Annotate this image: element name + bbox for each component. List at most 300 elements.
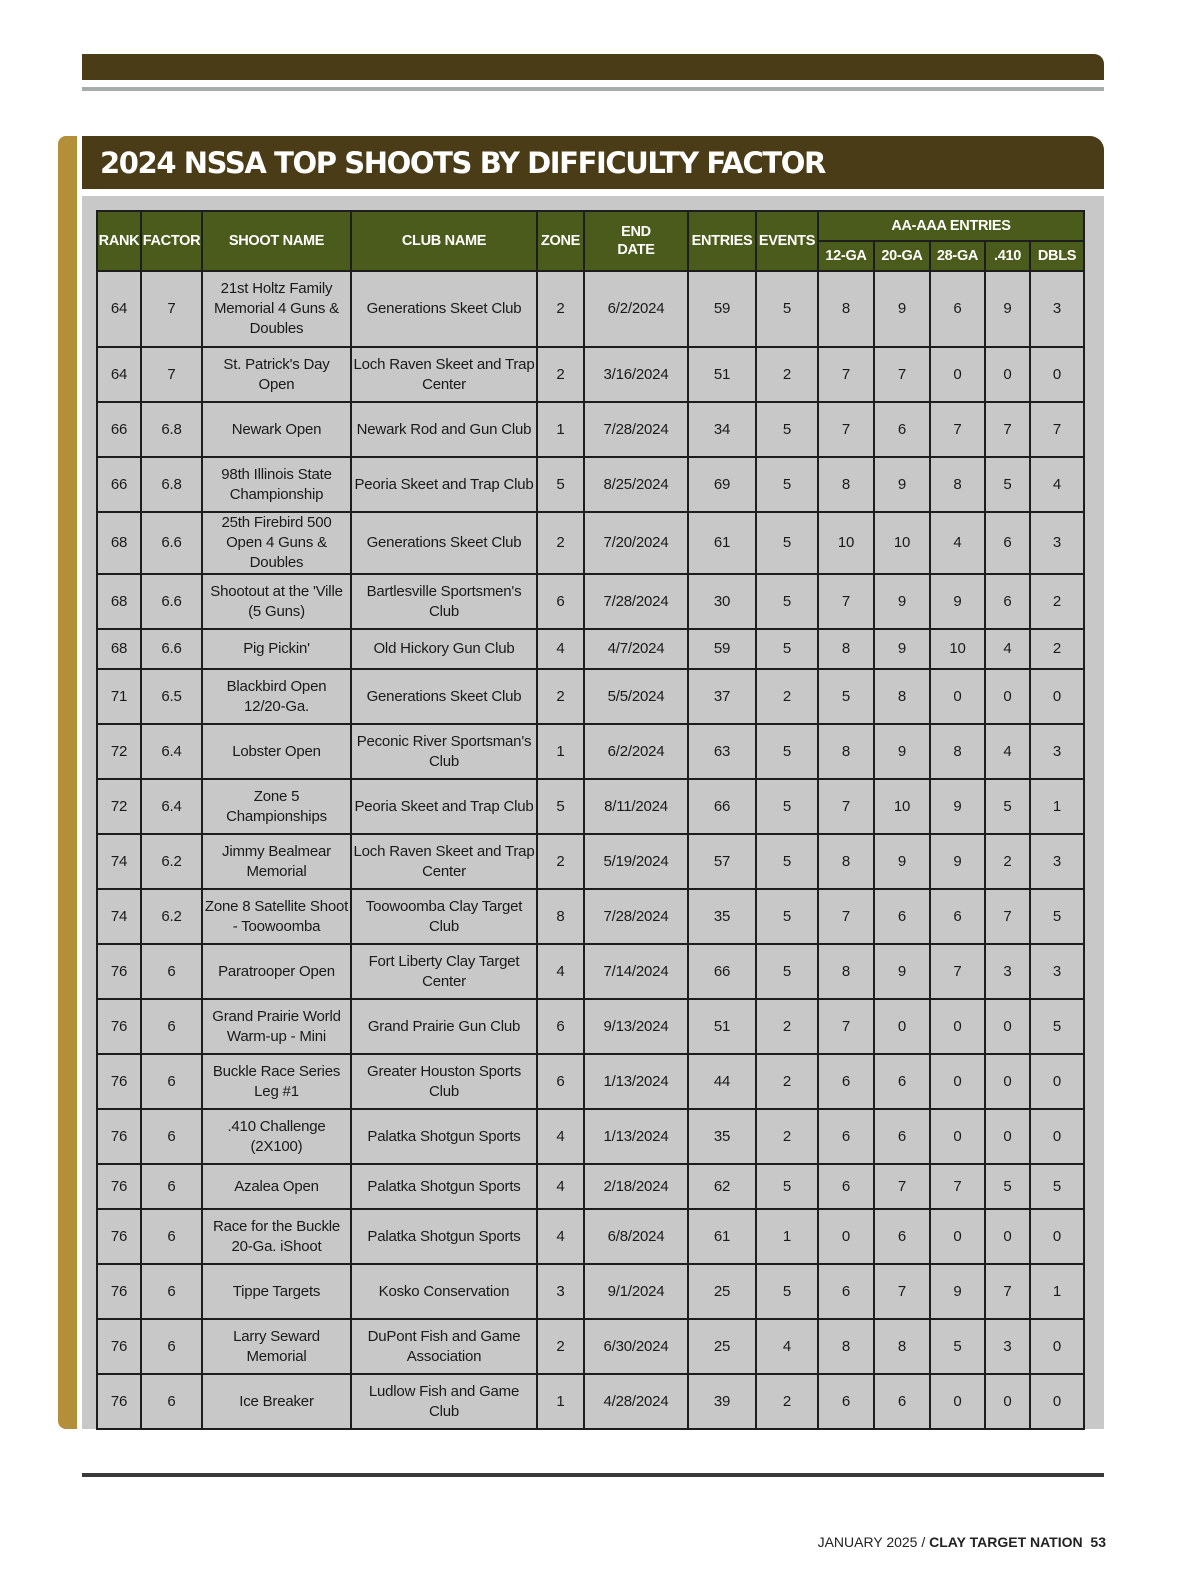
ga20-cell: 6 xyxy=(874,1054,930,1109)
zone-cell: 6 xyxy=(537,574,584,629)
events-cell: 1 xyxy=(756,1209,818,1264)
ga28-cell: 6 xyxy=(930,271,985,347)
club-name-cell: Palatka Shotgun Sports xyxy=(351,1164,537,1209)
ga410-cell: 7 xyxy=(985,889,1030,944)
end-date-cell: 4/28/2024 xyxy=(584,1374,688,1429)
shoot-name-cell: Shootout at the 'Ville (5 Guns) xyxy=(202,574,351,629)
ga12-cell: 6 xyxy=(818,1054,874,1109)
shoot-name-cell: Tippe Targets xyxy=(202,1264,351,1319)
entries-cell: 61 xyxy=(688,512,756,574)
zone-cell: 5 xyxy=(537,457,584,512)
table-row xyxy=(97,1164,1084,1209)
end-date-cell: 3/16/2024 xyxy=(584,347,688,402)
factor-cell: 6.8 xyxy=(141,457,202,512)
ga20-cell: 8 xyxy=(874,1319,930,1374)
ga12-cell: 7 xyxy=(818,574,874,629)
table-row xyxy=(97,1209,1084,1264)
top-decorative-bar xyxy=(82,54,1104,80)
ga20-cell: 7 xyxy=(874,347,930,402)
club-name-cell: Loch Raven Skeet and Trap Center xyxy=(351,347,537,402)
rank-cell: 76 xyxy=(97,1164,141,1209)
rank-cell: 76 xyxy=(97,1264,141,1319)
factor-cell: 6.4 xyxy=(141,779,202,834)
club-name-cell: Ludlow Fish and Game Club xyxy=(351,1374,537,1429)
ga28-cell: 0 xyxy=(930,347,985,402)
table-row xyxy=(97,1319,1084,1374)
zone-cell: 6 xyxy=(537,1054,584,1109)
zone-cell: 2 xyxy=(537,512,584,574)
end-date-cell: 6/30/2024 xyxy=(584,1319,688,1374)
factor-cell: 6 xyxy=(141,944,202,999)
ga12-cell: 0 xyxy=(818,1209,874,1264)
ga28-cell: 7 xyxy=(930,944,985,999)
entries-cell: 37 xyxy=(688,669,756,724)
ga410-cell: 0 xyxy=(985,669,1030,724)
entries-cell: 66 xyxy=(688,944,756,999)
shoot-name-cell: Larry Seward Memorial xyxy=(202,1319,351,1374)
col-header-entries: ENTRIES xyxy=(688,211,756,271)
shoot-name-cell: .410 Challenge (2X100) xyxy=(202,1109,351,1164)
end-date-cell: 6/8/2024 xyxy=(584,1209,688,1264)
ga410-cell: 0 xyxy=(985,999,1030,1054)
club-name-cell: Fort Liberty Clay Target Center xyxy=(351,944,537,999)
ga28-cell: 0 xyxy=(930,999,985,1054)
club-name-cell: Old Hickory Gun Club xyxy=(351,629,537,669)
ga20-cell: 7 xyxy=(874,1264,930,1319)
zone-cell: 2 xyxy=(537,347,584,402)
entries-cell: 61 xyxy=(688,1209,756,1264)
rank-cell: 76 xyxy=(97,1109,141,1164)
rank-cell: 71 xyxy=(97,669,141,724)
rank-cell: 74 xyxy=(97,889,141,944)
events-cell: 5 xyxy=(756,889,818,944)
ga20-cell: 9 xyxy=(874,724,930,779)
ga28-cell: 10 xyxy=(930,629,985,669)
rank-cell: 66 xyxy=(97,457,141,512)
factor-cell: 6 xyxy=(141,1209,202,1264)
ga28-cell: 0 xyxy=(930,1209,985,1264)
ga28-cell: 7 xyxy=(930,1164,985,1209)
factor-cell: 6 xyxy=(141,1374,202,1429)
zone-cell: 2 xyxy=(537,271,584,347)
entries-cell: 25 xyxy=(688,1319,756,1374)
table-row xyxy=(97,944,1084,999)
rank-cell: 76 xyxy=(97,1209,141,1264)
ga410-cell: 0 xyxy=(985,1109,1030,1164)
table-row xyxy=(97,669,1084,724)
entries-cell: 63 xyxy=(688,724,756,779)
dbls-cell: 1 xyxy=(1030,779,1084,834)
ga28-cell: 9 xyxy=(930,834,985,889)
end-date-cell: 6/2/2024 xyxy=(584,271,688,347)
table-row xyxy=(97,512,1084,574)
rank-cell: 64 xyxy=(97,347,141,402)
end-date-cell: 5/19/2024 xyxy=(584,834,688,889)
shoot-name-cell: St. Patrick's Day Open xyxy=(202,347,351,402)
club-name-cell: Peoria Skeet and Trap Club xyxy=(351,779,537,834)
club-name-cell: Palatka Shotgun Sports xyxy=(351,1109,537,1164)
end-date-cell: 7/28/2024 xyxy=(584,574,688,629)
table-row xyxy=(97,402,1084,457)
ga12-cell: 8 xyxy=(818,834,874,889)
events-cell: 5 xyxy=(756,512,818,574)
ga410-cell: 5 xyxy=(985,457,1030,512)
factor-cell: 6 xyxy=(141,1319,202,1374)
events-cell: 2 xyxy=(756,1109,818,1164)
entries-cell: 57 xyxy=(688,834,756,889)
factor-cell: 6.2 xyxy=(141,834,202,889)
events-cell: 2 xyxy=(756,669,818,724)
table-row xyxy=(97,271,1084,347)
zone-cell: 4 xyxy=(537,629,584,669)
events-cell: 5 xyxy=(756,457,818,512)
end-date-cell: 7/28/2024 xyxy=(584,889,688,944)
factor-cell: 6 xyxy=(141,1164,202,1209)
entries-cell: 66 xyxy=(688,779,756,834)
ga20-cell: 9 xyxy=(874,944,930,999)
zone-cell: 1 xyxy=(537,724,584,779)
club-name-cell: Peconic River Sportsman's Club xyxy=(351,724,537,779)
events-cell: 2 xyxy=(756,999,818,1054)
end-date-cell: 1/13/2024 xyxy=(584,1054,688,1109)
club-name-cell: Generations Skeet Club xyxy=(351,271,537,347)
col-header-12-ga: 12-GA xyxy=(818,241,874,271)
club-name-cell: Palatka Shotgun Sports xyxy=(351,1209,537,1264)
club-name-cell: Loch Raven Skeet and Trap Center xyxy=(351,834,537,889)
ga12-cell: 10 xyxy=(818,512,874,574)
col-group-aa-aaa-entries: AA-AAA ENTRIES xyxy=(818,211,1084,241)
table-row xyxy=(97,889,1084,944)
events-cell: 4 xyxy=(756,1319,818,1374)
entries-cell: 44 xyxy=(688,1054,756,1109)
factor-cell: 6 xyxy=(141,1109,202,1164)
dbls-cell: 0 xyxy=(1030,1374,1084,1429)
ga20-cell: 6 xyxy=(874,402,930,457)
end-date-cell: 7/14/2024 xyxy=(584,944,688,999)
ga410-cell: 0 xyxy=(985,1054,1030,1109)
shoot-name-cell: Grand Prairie World Warm-up - Mini xyxy=(202,999,351,1054)
top-rule xyxy=(82,87,1104,91)
factor-cell: 6.6 xyxy=(141,574,202,629)
zone-cell: 3 xyxy=(537,1264,584,1319)
ga12-cell: 8 xyxy=(818,944,874,999)
factor-cell: 6.2 xyxy=(141,889,202,944)
ga20-cell: 6 xyxy=(874,1209,930,1264)
entries-cell: 25 xyxy=(688,1264,756,1319)
rank-cell: 72 xyxy=(97,724,141,779)
ga20-cell: 9 xyxy=(874,629,930,669)
factor-cell: 6.6 xyxy=(141,512,202,574)
events-cell: 5 xyxy=(756,574,818,629)
ga28-cell: 0 xyxy=(930,1109,985,1164)
ga410-cell: 3 xyxy=(985,944,1030,999)
table-row xyxy=(97,834,1084,889)
zone-cell: 5 xyxy=(537,779,584,834)
zone-cell: 4 xyxy=(537,1164,584,1209)
dbls-cell: 1 xyxy=(1030,1264,1084,1319)
end-date-cell: 9/13/2024 xyxy=(584,999,688,1054)
entries-cell: 69 xyxy=(688,457,756,512)
end-date-line-2: DATE xyxy=(617,242,655,258)
entries-cell: 35 xyxy=(688,889,756,944)
end-date-line-1: END xyxy=(621,224,651,240)
ga20-cell: 0 xyxy=(874,999,930,1054)
page-title: 2024 NSSA TOP SHOOTS BY DIFFICULTY FACTOR xyxy=(100,146,825,180)
ga410-cell: 5 xyxy=(985,779,1030,834)
ga20-cell: 6 xyxy=(874,1109,930,1164)
events-cell: 5 xyxy=(756,271,818,347)
shoot-name-cell: 98th Illinois State Championship xyxy=(202,457,351,512)
table-row xyxy=(97,574,1084,629)
dbls-cell: 2 xyxy=(1030,574,1084,629)
rank-cell: 64 xyxy=(97,271,141,347)
ga20-cell: 9 xyxy=(874,457,930,512)
zone-cell: 4 xyxy=(537,1109,584,1164)
table-body xyxy=(97,271,1084,1429)
ga12-cell: 6 xyxy=(818,1264,874,1319)
col-header-factor: FACTOR xyxy=(141,211,202,271)
zone-cell: 2 xyxy=(537,669,584,724)
ga20-cell: 6 xyxy=(874,889,930,944)
col-header-events: EVENTS xyxy=(756,211,818,271)
ga410-cell: 4 xyxy=(985,629,1030,669)
events-cell: 5 xyxy=(756,402,818,457)
table-row xyxy=(97,1264,1084,1319)
ga410-cell: 4 xyxy=(985,724,1030,779)
ga410-cell: 7 xyxy=(985,1264,1030,1319)
bottom-rule xyxy=(82,1473,1104,1477)
col-header-410: .410 xyxy=(985,241,1030,271)
page-number: 53 xyxy=(1090,1534,1106,1550)
dbls-cell: 3 xyxy=(1030,724,1084,779)
ga12-cell: 6 xyxy=(818,1109,874,1164)
rank-cell: 76 xyxy=(97,999,141,1054)
entries-cell: 51 xyxy=(688,347,756,402)
club-name-cell: Toowoomba Clay Target Club xyxy=(351,889,537,944)
ga12-cell: 7 xyxy=(818,347,874,402)
ga410-cell: 2 xyxy=(985,834,1030,889)
ga410-cell: 3 xyxy=(985,1319,1030,1374)
events-cell: 5 xyxy=(756,834,818,889)
factor-cell: 6.8 xyxy=(141,402,202,457)
end-date-cell: 2/18/2024 xyxy=(584,1164,688,1209)
dbls-cell: 0 xyxy=(1030,1319,1084,1374)
ga28-cell: 7 xyxy=(930,402,985,457)
ga12-cell: 8 xyxy=(818,457,874,512)
ga28-cell: 6 xyxy=(930,889,985,944)
ga20-cell: 6 xyxy=(874,1374,930,1429)
rank-cell: 76 xyxy=(97,944,141,999)
dbls-cell: 0 xyxy=(1030,1209,1084,1264)
col-header-shoot-name: SHOOT NAME xyxy=(202,211,351,271)
club-name-cell: Peoria Skeet and Trap Club xyxy=(351,457,537,512)
ga12-cell: 8 xyxy=(818,271,874,347)
ga12-cell: 5 xyxy=(818,669,874,724)
club-name-cell: Generations Skeet Club xyxy=(351,512,537,574)
title-bar xyxy=(82,136,1104,189)
table-header xyxy=(97,211,1084,271)
events-cell: 2 xyxy=(756,1374,818,1429)
footer-magazine: CLAY TARGET NATION xyxy=(929,1534,1083,1550)
rank-cell: 68 xyxy=(97,512,141,574)
shoot-name-cell: Lobster Open xyxy=(202,724,351,779)
ga12-cell: 6 xyxy=(818,1374,874,1429)
shoot-name-cell: Buckle Race Series Leg #1 xyxy=(202,1054,351,1109)
dbls-cell: 2 xyxy=(1030,629,1084,669)
ga20-cell: 9 xyxy=(874,574,930,629)
entries-cell: 59 xyxy=(688,271,756,347)
rank-cell: 66 xyxy=(97,402,141,457)
factor-cell: 6 xyxy=(141,1054,202,1109)
ga28-cell: 0 xyxy=(930,1374,985,1429)
shoot-name-cell: Azalea Open xyxy=(202,1164,351,1209)
ga20-cell: 7 xyxy=(874,1164,930,1209)
shoot-name-cell: Jimmy Bealmear Memorial xyxy=(202,834,351,889)
col-header-club-name: CLUB NAME xyxy=(351,211,537,271)
end-date-cell: 1/13/2024 xyxy=(584,1109,688,1164)
entries-cell: 34 xyxy=(688,402,756,457)
club-name-cell: Greater Houston Sports Club xyxy=(351,1054,537,1109)
end-date-cell: 7/28/2024 xyxy=(584,402,688,457)
end-date-cell: 7/20/2024 xyxy=(584,512,688,574)
ga410-cell: 6 xyxy=(985,512,1030,574)
zone-cell: 1 xyxy=(537,1374,584,1429)
events-cell: 5 xyxy=(756,1264,818,1319)
events-cell: 5 xyxy=(756,1164,818,1209)
table-row xyxy=(97,999,1084,1054)
ga12-cell: 8 xyxy=(818,1319,874,1374)
ga20-cell: 9 xyxy=(874,271,930,347)
ga28-cell: 0 xyxy=(930,669,985,724)
rank-cell: 76 xyxy=(97,1319,141,1374)
club-name-cell: DuPont Fish and Game Association xyxy=(351,1319,537,1374)
end-date-cell: 5/5/2024 xyxy=(584,669,688,724)
entries-cell: 35 xyxy=(688,1109,756,1164)
factor-cell: 6 xyxy=(141,999,202,1054)
rank-cell: 76 xyxy=(97,1374,141,1429)
shoot-name-cell: 21st Holtz Family Memorial 4 Guns & Doubles xyxy=(202,271,351,347)
zone-cell: 6 xyxy=(537,999,584,1054)
table-row xyxy=(97,1374,1084,1429)
rank-cell: 74 xyxy=(97,834,141,889)
table-row xyxy=(97,629,1084,669)
table-row xyxy=(97,347,1084,402)
dbls-cell: 3 xyxy=(1030,834,1084,889)
shoot-name-cell: Race for the Buckle 20-Ga. iShoot xyxy=(202,1209,351,1264)
zone-cell: 2 xyxy=(537,834,584,889)
shoot-name-cell: Zone 5 Championships xyxy=(202,779,351,834)
entries-cell: 30 xyxy=(688,574,756,629)
club-name-cell: Generations Skeet Club xyxy=(351,669,537,724)
table-row xyxy=(97,1109,1084,1164)
entries-cell: 51 xyxy=(688,999,756,1054)
ga12-cell: 7 xyxy=(818,402,874,457)
factor-cell: 6 xyxy=(141,1264,202,1319)
ga28-cell: 8 xyxy=(930,457,985,512)
zone-cell: 2 xyxy=(537,1319,584,1374)
factor-cell: 6.5 xyxy=(141,669,202,724)
entries-cell: 59 xyxy=(688,629,756,669)
ga20-cell: 10 xyxy=(874,779,930,834)
ga12-cell: 6 xyxy=(818,1164,874,1209)
end-date-cell: 9/1/2024 xyxy=(584,1264,688,1319)
zone-cell: 4 xyxy=(537,944,584,999)
factor-cell: 6.6 xyxy=(141,629,202,669)
table-row xyxy=(97,457,1084,512)
ga12-cell: 7 xyxy=(818,999,874,1054)
shoot-name-cell: Ice Breaker xyxy=(202,1374,351,1429)
ga28-cell: 0 xyxy=(930,1054,985,1109)
table-row xyxy=(97,724,1084,779)
ga410-cell: 9 xyxy=(985,271,1030,347)
ga12-cell: 7 xyxy=(818,779,874,834)
factor-cell: 6.4 xyxy=(141,724,202,779)
end-date-cell: 6/2/2024 xyxy=(584,724,688,779)
shoot-name-cell: 25th Firebird 500 Open 4 Guns & Doubles xyxy=(202,512,351,574)
col-header-28-ga: 28-GA xyxy=(930,241,985,271)
col-header-zone: ZONE xyxy=(537,211,584,271)
entries-cell: 62 xyxy=(688,1164,756,1209)
shoot-name-cell: Pig Pickin' xyxy=(202,629,351,669)
club-name-cell: Newark Rod and Gun Club xyxy=(351,402,537,457)
events-cell: 5 xyxy=(756,944,818,999)
ga20-cell: 8 xyxy=(874,669,930,724)
ga12-cell: 8 xyxy=(818,629,874,669)
rank-cell: 68 xyxy=(97,574,141,629)
events-cell: 5 xyxy=(756,724,818,779)
events-cell: 2 xyxy=(756,1054,818,1109)
col-header-20-ga: 20-GA xyxy=(874,241,930,271)
entries-cell: 39 xyxy=(688,1374,756,1429)
factor-cell: 7 xyxy=(141,271,202,347)
rank-cell: 68 xyxy=(97,629,141,669)
shoot-name-cell: Blackbird Open 12/20-Ga. xyxy=(202,669,351,724)
dbls-cell: 0 xyxy=(1030,1054,1084,1109)
shoot-name-cell: Paratrooper Open xyxy=(202,944,351,999)
ga28-cell: 4 xyxy=(930,512,985,574)
ga20-cell: 9 xyxy=(874,834,930,889)
club-name-cell: Bartlesville Sportsmen's Club xyxy=(351,574,537,629)
page-footer xyxy=(818,1534,1106,1550)
dbls-cell: 4 xyxy=(1030,457,1084,512)
dbls-cell: 3 xyxy=(1030,944,1084,999)
dbls-cell: 5 xyxy=(1030,1164,1084,1209)
zone-cell: 4 xyxy=(537,1209,584,1264)
events-cell: 5 xyxy=(756,629,818,669)
ga12-cell: 7 xyxy=(818,889,874,944)
zone-cell: 8 xyxy=(537,889,584,944)
events-cell: 5 xyxy=(756,779,818,834)
ga12-cell: 8 xyxy=(818,724,874,779)
shoots-table xyxy=(96,210,1085,1430)
ga410-cell: 0 xyxy=(985,347,1030,402)
factor-cell: 7 xyxy=(141,347,202,402)
dbls-cell: 0 xyxy=(1030,347,1084,402)
col-header-end-date xyxy=(584,211,688,271)
table-row xyxy=(97,779,1084,834)
club-name-cell: Grand Prairie Gun Club xyxy=(351,999,537,1054)
dbls-cell: 3 xyxy=(1030,271,1084,347)
dbls-cell: 0 xyxy=(1030,669,1084,724)
footer-issue: JANUARY 2025 / xyxy=(817,1534,926,1550)
ga410-cell: 0 xyxy=(985,1374,1030,1429)
rank-cell: 76 xyxy=(97,1054,141,1109)
ga410-cell: 0 xyxy=(985,1209,1030,1264)
dbls-cell: 0 xyxy=(1030,1109,1084,1164)
ga28-cell: 9 xyxy=(930,574,985,629)
end-date-cell: 8/11/2024 xyxy=(584,779,688,834)
dbls-cell: 5 xyxy=(1030,999,1084,1054)
